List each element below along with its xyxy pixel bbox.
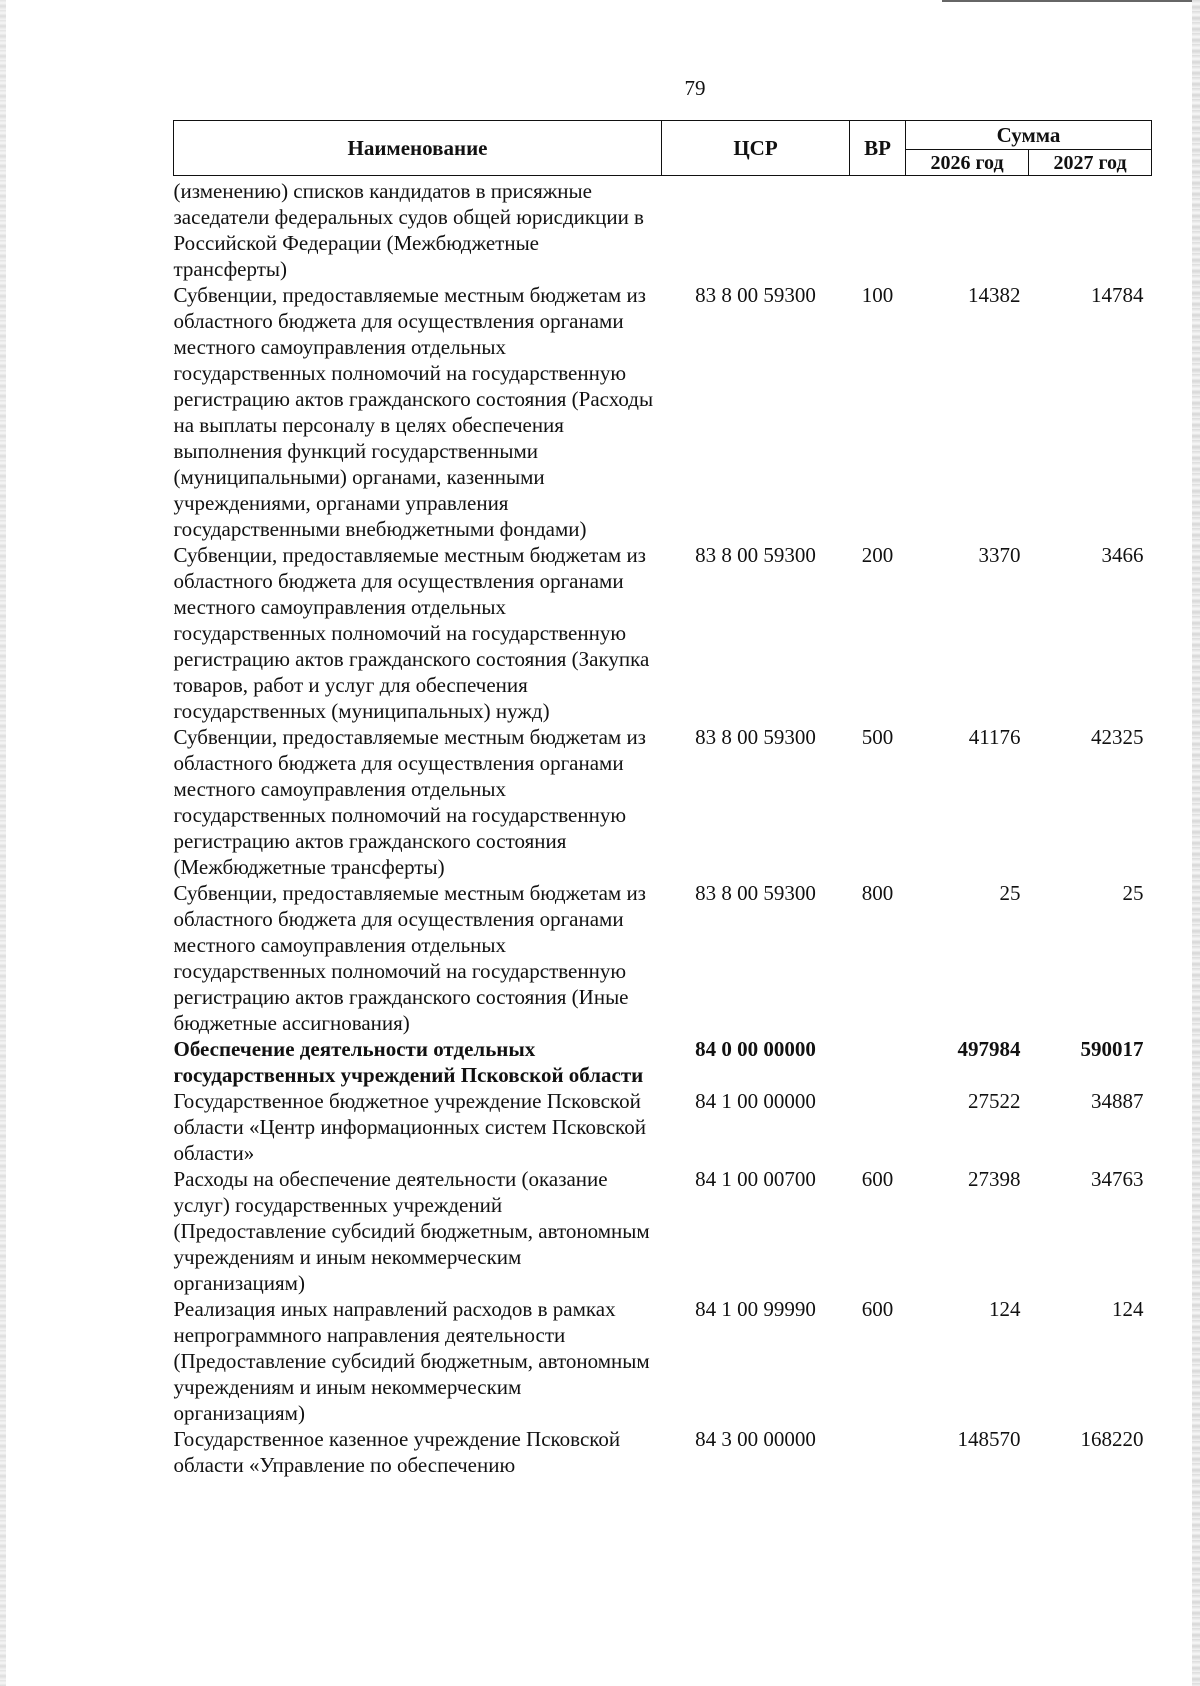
row-amount-2026: 27522 (968, 1089, 1021, 1113)
header-vr: ВР (850, 121, 906, 176)
table-row (174, 542, 1152, 724)
row-csr: 83 8 00 59300 (695, 543, 816, 567)
table-row (174, 1166, 1152, 1296)
row-csr: 84 1 00 00000 (695, 1089, 816, 1113)
row-name: Реализация иных направлений расходов в рамках непрограммного направления деятельности (Предоставление субсидий бюджетным, автономным учреждениям и иным некоммерческим организациям) (173, 1297, 650, 1425)
table-row (174, 1296, 1152, 1426)
row-amount-2027 (1029, 176, 1152, 283)
row-name: Расходы на обеспечение деятельности (оказание услуг) государственных учреждений (Предоставление субсидий бюджетным, автономным учреждениям и иным некоммерческим организациям) (173, 1167, 650, 1295)
row-name: Субвенции, предоставляемые местным бюджетам из областного бюджета для осуществления органами местного самоуправления отдельных государственных полномочий на государственную регистрацию актов гражданского состояния (Иные бюджетные ассигнования) (173, 881, 646, 1035)
row-amount-2027: 590017 (1080, 1037, 1144, 1061)
row-csr: 84 0 00 00000 (695, 1037, 816, 1061)
header-year-2026: 2026 год (906, 150, 1029, 176)
row-vr: 800 (861, 881, 894, 905)
row-vr (850, 1036, 906, 1088)
row-csr: 83 8 00 59300 (695, 881, 816, 905)
table-row (174, 880, 1152, 1036)
row-vr (850, 1426, 906, 1478)
row-amount-2026: 27398 (968, 1167, 1021, 1191)
table-row (174, 176, 1152, 283)
row-vr: 200 (861, 543, 894, 567)
row-csr: 84 3 00 00000 (695, 1427, 816, 1451)
row-amount-2027: 34887 (1091, 1089, 1144, 1113)
row-amount-2026: 25 (999, 881, 1021, 905)
scan-top-line (942, 0, 1192, 2)
row-amount-2026: 148570 (957, 1427, 1021, 1451)
row-name: Субвенции, предоставляемые местным бюджетам из областного бюджета для осуществления органами местного самоуправления отдельных государственных полномочий на государственную регистрацию актов гражданского состояния (Закупка товаров, работ и услуг для обеспечения государственных (муниципальных) нужд) (173, 543, 650, 723)
row-amount-2027: 25 (1122, 881, 1144, 905)
row-amount-2027: 14784 (1091, 283, 1144, 307)
row-amount-2026: 497984 (957, 1037, 1021, 1061)
row-vr: 500 (861, 725, 894, 749)
table-row (174, 1426, 1152, 1478)
row-amount-2026 (906, 176, 1029, 283)
row-amount-2026: 41176 (968, 725, 1021, 749)
table-row (174, 1088, 1152, 1166)
scan-edge-right (1192, 0, 1200, 1686)
header-csr: ЦСР (662, 121, 850, 176)
page-number: 79 (684, 76, 706, 100)
row-name: Субвенции, предоставляемые местным бюджетам из областного бюджета для осуществления органами местного самоуправления отдельных государственных полномочий на государственную регистрацию актов гражданского состояния (Расходы на выплаты персоналу в целях обеспечения выполнения функций государственными (муниципальными) органами, казенными учреждениями, органами управления государственными внебюджетными фондами) (173, 283, 654, 541)
row-name: Государственное казенное учреждение Псковской области «Управление по обеспечению (173, 1427, 621, 1477)
row-name: Субвенции, предоставляемые местным бюджетам из областного бюджета для осуществления органами местного самоуправления отдельных государственных полномочий на государственную регистрацию актов гражданского состояния (Межбюджетные трансферты) (173, 725, 646, 879)
row-amount-2027: 124 (1112, 1297, 1144, 1321)
table-row (174, 282, 1152, 542)
row-vr (850, 176, 906, 283)
row-name: Государственное бюджетное учреждение Псковской области «Центр информационных систем Псковской области» (173, 1089, 646, 1165)
row-vr (850, 1088, 906, 1166)
budget-table (173, 120, 1152, 1478)
scan-edge-left (0, 0, 6, 1686)
row-csr: 84 1 00 99990 (695, 1297, 816, 1321)
row-amount-2027: 42325 (1091, 725, 1144, 749)
row-vr: 600 (861, 1167, 894, 1191)
row-amount-2027: 168220 (1080, 1427, 1144, 1451)
row-csr: 84 1 00 00700 (695, 1167, 816, 1191)
row-name: (изменению) списков кандидатов в присяжные заседатели федеральных судов общей юрисдикции в Российской Федерации (Межбюджетные трансферты) (173, 179, 644, 281)
table-header (174, 121, 1152, 176)
row-amount-2026: 124 (989, 1297, 1021, 1321)
row-amount-2026: 3370 (978, 543, 1021, 567)
row-vr: 100 (861, 283, 894, 307)
table-body (174, 176, 1152, 1479)
row-csr: 83 8 00 59300 (695, 725, 816, 749)
table-row (174, 724, 1152, 880)
row-amount-2027: 34763 (1091, 1167, 1144, 1191)
row-vr: 600 (861, 1297, 894, 1321)
row-csr: 83 8 00 59300 (695, 283, 816, 307)
row-csr (662, 176, 850, 283)
header-name: Наименование (174, 121, 662, 176)
header-sum: Сумма (906, 121, 1152, 150)
table-row-section (174, 1036, 1152, 1088)
row-name: Обеспечение деятельности отдельных государственных учреждений Псковской области (173, 1037, 644, 1087)
row-amount-2026: 14382 (968, 283, 1021, 307)
header-year-2027: 2027 год (1029, 150, 1152, 176)
row-amount-2027: 3466 (1101, 543, 1144, 567)
